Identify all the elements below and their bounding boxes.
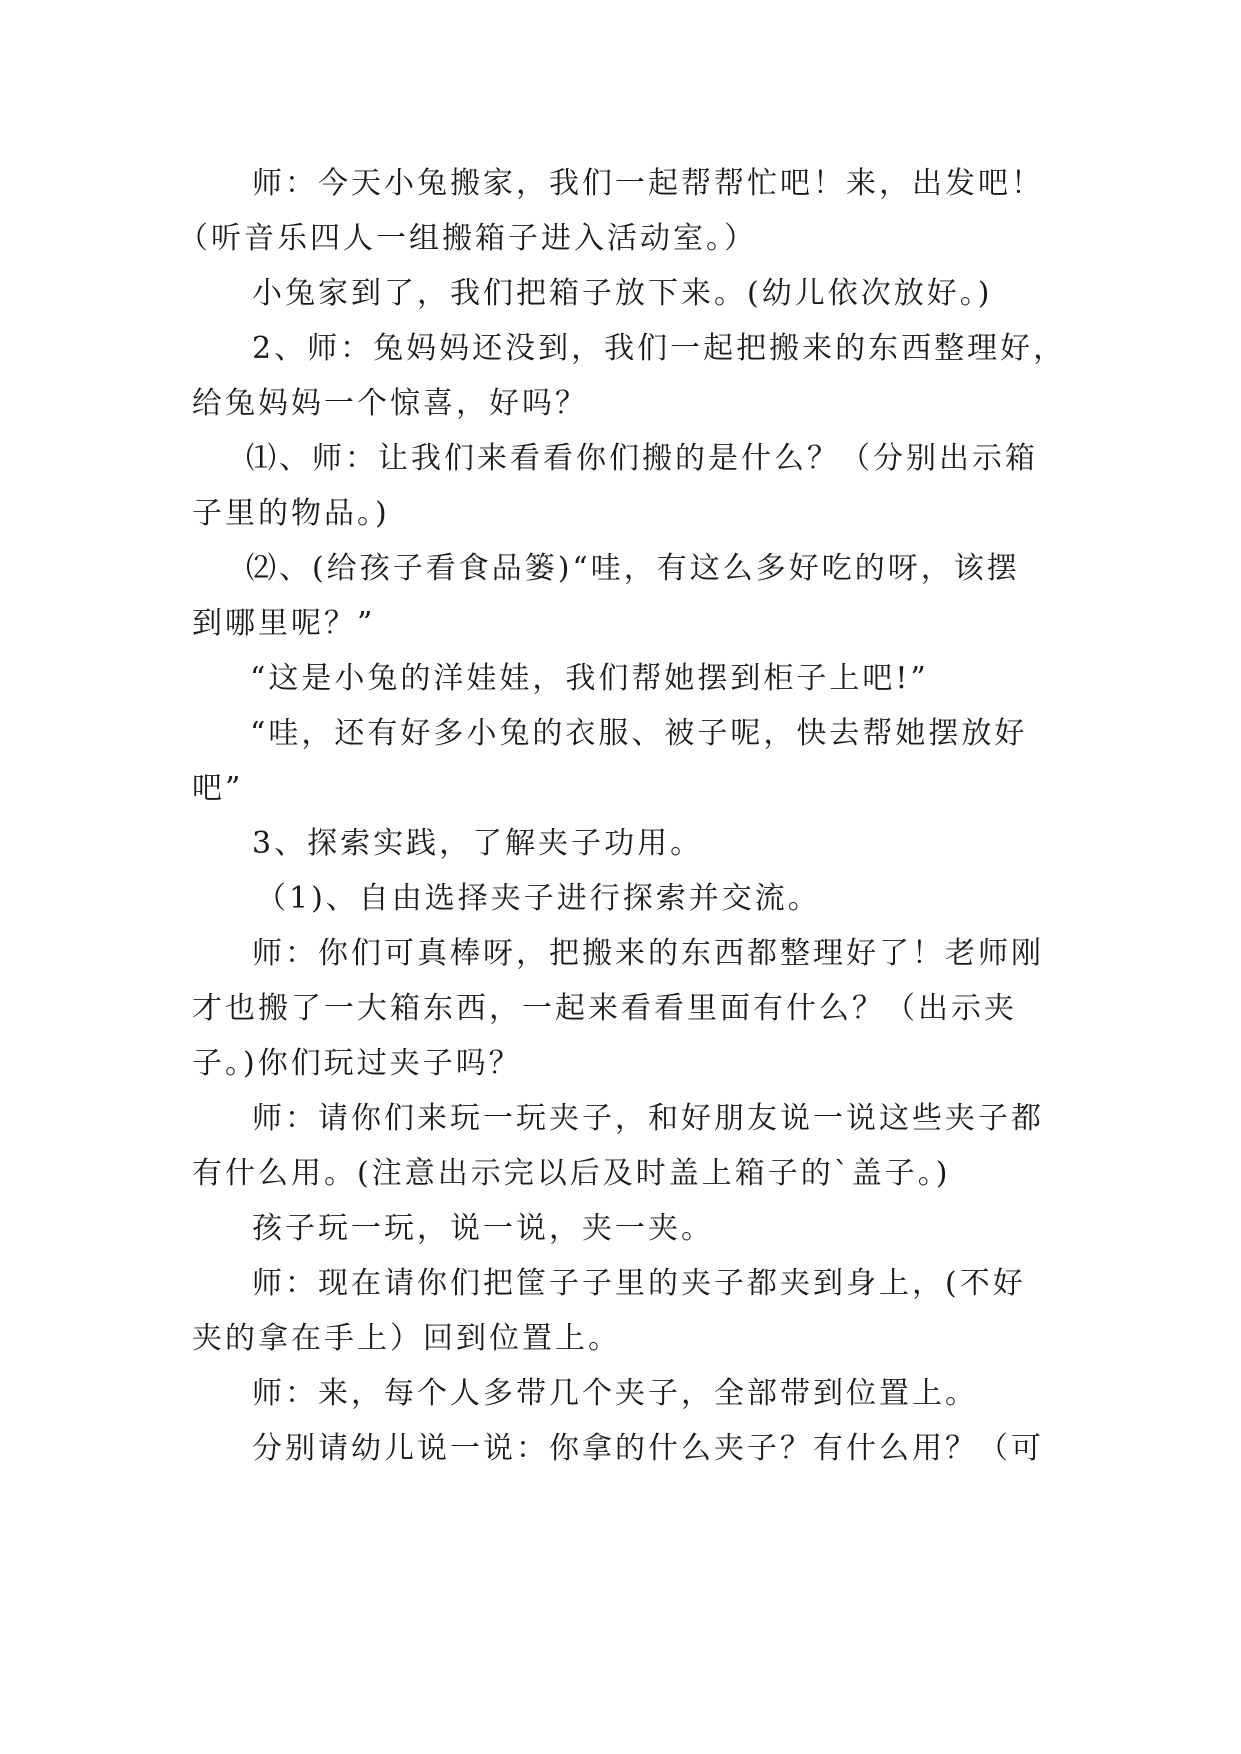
text-line: ⑵、(给孩子看食品篓)“哇，有这么多好吃的呀，该摆 [246, 551, 1020, 586]
text-line: “哇，还有好多小兔的衣服、被子呢，快去帮她摆放好 [250, 716, 1028, 751]
text-line: 有什么用。(注意出示完以后及时盖上箱子的`盖子。) [192, 1156, 951, 1191]
text-line: 小兔家到了，我们把箱子放下来。(幼儿依次放好。) [252, 276, 993, 311]
text-line: 2、师：兔妈妈还没到，我们一起把搬来的东西整理好， [252, 331, 1067, 366]
text-line: 师：来，每个人多带几个夹子，全部带到位置上。 [252, 1376, 978, 1411]
text-line: 3、探索实践，了解夹子功用。 [252, 826, 704, 861]
text-line: 子。)你们玩过夹子吗？ [192, 1046, 522, 1081]
text-line: 孩子玩一玩，说一说，夹一夹。 [252, 1211, 714, 1246]
text-line: 师：今天小兔搬家，我们一起帮帮忙吧！来，出发吧！ [252, 166, 1044, 201]
text-line: 给兔妈妈一个惊喜，好吗？ [192, 386, 588, 421]
text-line: （听音乐四人一组搬箱子进入活动室。） [178, 221, 757, 256]
text-line: 师：现在请你们把筐子子里的夹子都夹到身上，(不好 [252, 1266, 1026, 1301]
text-line: 才也搬了一大箱东西，一起来看看里面有什么？（出示夹 [192, 991, 1017, 1026]
text-line: （1)、自由选择夹子进行探索并交流。 [256, 881, 821, 916]
text-line: 吧” [192, 771, 244, 806]
text-line: ⑴、师：让我们来看看你们搬的是什么？（分别出示箱 [246, 441, 1038, 476]
text-line: “这是小兔的洋娃娃，我们帮她摆到柜子上吧!” [250, 661, 929, 696]
text-line: 子里的物品。) [192, 496, 390, 531]
text-line: 师：请你们来玩一玩夹子，和好朋友说一说这些夹子都 [252, 1101, 1044, 1136]
text-line: 到哪里呢？” [192, 606, 376, 641]
text-line: 夹的拿在手上）回到位置上。 [192, 1321, 621, 1356]
text-line: 师：你们可真棒呀，把搬来的东西都整理好了！老师刚 [252, 936, 1044, 971]
text-line: 分别请幼儿说一说：你拿的什么夹子？有什么用？（可 [252, 1431, 1044, 1466]
